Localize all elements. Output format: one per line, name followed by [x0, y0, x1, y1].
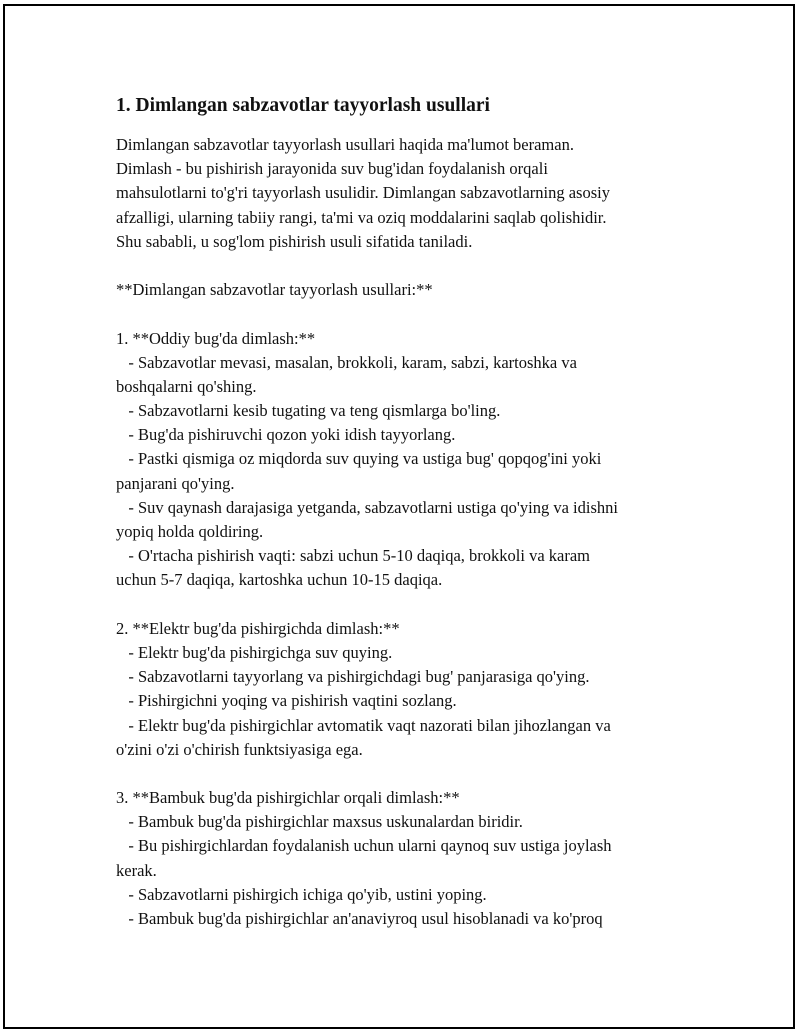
method-line: uchun 5-7 daqiqa, kartoshka uchun 10-15 daqiqa.: [116, 570, 443, 590]
method-line: - Suv qaynash darajasiga yetganda, sabzavotlarni ustiga qo'ying va idishni: [116, 497, 618, 517]
method-line: - O'rtacha pishirish vaqti: sabzi uchun 5-10 daqiqa, brokkoli va karam: [116, 546, 591, 566]
method-heading: 3. **Bambuk bug'da pishirgichlar orqali dimlash:**: [116, 788, 460, 808]
method-line: - Bambuk bug'da pishirgichlar maxsus uskunalardan biridir.: [116, 812, 523, 832]
blank-line: [116, 302, 696, 326]
method-heading: 2. **Elektr bug'da pishirgichda dimlash:**: [116, 618, 400, 638]
method-line: - Sabzavotlarni tayyorlang va pishirgichdagi bug' panjarasiga qo'ying.: [116, 667, 590, 687]
method-line: kerak.: [116, 860, 157, 880]
section-heading: **Dimlangan sabzavotlar tayyorlash usullari:**: [116, 280, 433, 300]
blank-line: [116, 762, 696, 786]
method-heading: 1. **Oddiy bug'da dimlash:**: [116, 328, 316, 348]
intro-line: Dimlangan sabzavotlar tayyorlash usullari haqida ma'lumot beraman.: [116, 135, 574, 154]
method-line: - Sabzavotlarni kesib tugating va teng qismlarga bo'ling.: [116, 401, 501, 421]
document-title: 1. Dimlangan sabzavotlar tayyorlash usullari: [116, 95, 490, 116]
intro-line: afzalligi, ularning tabiiy rangi, ta'mi va oziq moddalarini saqlab qolishidir.: [116, 207, 607, 227]
method-line: - Sabzavotlarni pishirgich ichiga qo'yib, ustini yoping.: [116, 884, 487, 904]
intro-line: mahsulotlarni to'g'ri tayyorlash usulidir. Dimlangan sabzavotlarning asosiy: [116, 183, 610, 203]
intro-line: Dimlash - bu pishirish jarayonida suv bug'idan foydalanish orqali: [116, 159, 548, 179]
method-line: - Sabzavotlar mevasi, masalan, brokkoli, karam, sabzi, kartoshka va: [116, 352, 577, 372]
intro-paragraph: [116, 133, 696, 931]
blank-line: [116, 593, 696, 617]
blank-line: [116, 254, 696, 278]
method-line: - Bambuk bug'da pishirgichlar an'anaviyroq usul hisoblanadi va ko'proq: [116, 909, 603, 928]
method-line: panjarani qo'ying.: [116, 473, 235, 493]
method-line: - Pishirgichni yoqing va pishirish vaqtini sozlang.: [116, 691, 457, 711]
intro-line: Shu sababli, u sog'lom pishirish usuli sifatida taniladi.: [116, 231, 473, 251]
method-line: boshqalarni qo'shing.: [116, 376, 257, 396]
method-line: - Pastki qismiga oz miqdorda suv quying va ustiga bug' qopqog'ini yoki: [116, 449, 602, 469]
method-line: - Elektr bug'da pishirgichga suv quying.: [116, 642, 393, 662]
document-content: [116, 93, 696, 931]
method-line: - Bu pishirgichlardan foydalanish uchun ularni qaynoq suv ustiga joylash: [116, 836, 612, 856]
method-line: - Elektr bug'da pishirgichlar avtomatik vaqt nazorati bilan jihozlangan va: [116, 715, 611, 735]
method-line: yopiq holda qoldiring.: [116, 522, 264, 541]
method-line: o'zini o'zi o'chirish funktsiyasiga ega.: [116, 739, 363, 759]
method-line: - Bug'da pishiruvchi qozon yoki idish tayyorlang.: [116, 425, 456, 445]
